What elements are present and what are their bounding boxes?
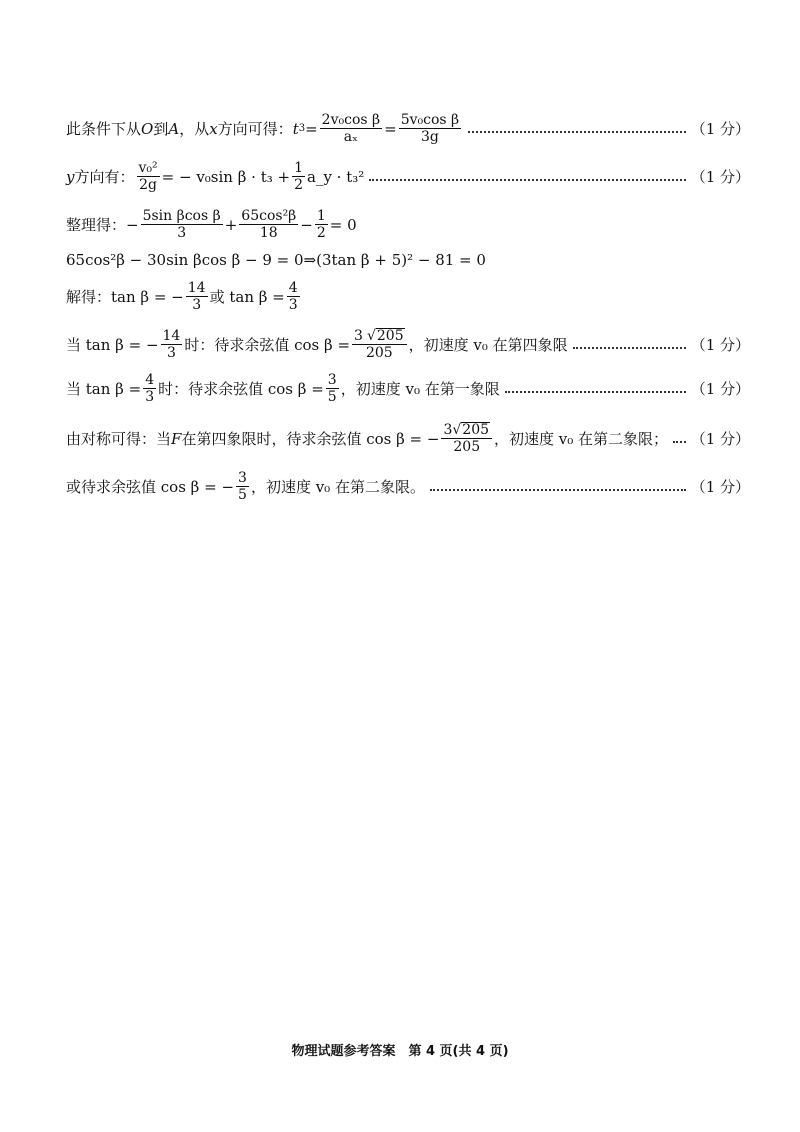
score-label: （1 分） bbox=[690, 380, 750, 399]
numerator: v₀² bbox=[138, 160, 158, 176]
answer-line-3 bbox=[66, 208, 750, 241]
sqrt-icon: √ 205 bbox=[452, 422, 490, 438]
score-label: （1 分） bbox=[690, 168, 750, 187]
score-label: （1 分） bbox=[690, 336, 750, 355]
text: 或 tan β = bbox=[209, 288, 285, 307]
numerator: 3 bbox=[327, 372, 337, 388]
denominator: 205 bbox=[453, 439, 481, 456]
point-f: F bbox=[171, 429, 182, 448]
fraction bbox=[287, 280, 300, 313]
numerator: 14 bbox=[162, 328, 181, 345]
equals: = bbox=[305, 119, 318, 138]
score-label: （1 分） bbox=[690, 430, 750, 449]
equals: = bbox=[384, 119, 397, 138]
sqrt-icon: √ 205 bbox=[366, 328, 404, 344]
answer-line-5 bbox=[66, 280, 750, 313]
operator: − bbox=[300, 215, 313, 234]
numerator: 4 bbox=[288, 280, 298, 296]
var-y: y bbox=[66, 167, 75, 186]
fraction bbox=[292, 160, 305, 193]
fraction bbox=[137, 160, 160, 193]
numerator: 1 bbox=[316, 208, 326, 224]
denominator: 205 bbox=[365, 345, 393, 362]
denominator: 3 bbox=[177, 225, 187, 242]
text: 整理得：− bbox=[66, 216, 139, 235]
denominator: 3 bbox=[145, 389, 155, 406]
denominator: 3 bbox=[288, 297, 298, 314]
denominator: 2g bbox=[139, 177, 157, 194]
text: 时：待求余弦值 cos β = bbox=[158, 380, 324, 399]
text: 时：待求余弦值 cos β = bbox=[184, 336, 351, 355]
expression: a_y · t₃² bbox=[307, 167, 365, 186]
numerator: 2v₀cos β bbox=[321, 112, 381, 128]
answer-line-1: 此条件下从 O 到 A ，从 x 方向可得： t 3 = $\frac{\text{2v₀cos β}}{\text{aₓ}}$ = $\frac{\text{5v₀cos β}}{3g}$ （1 分） bbox=[66, 112, 750, 146]
numerator bbox=[441, 422, 492, 439]
point-a: A bbox=[168, 119, 180, 138]
denominator: 3g bbox=[420, 129, 439, 146]
fraction bbox=[441, 422, 492, 455]
text: 方向有： bbox=[74, 168, 135, 187]
numerator: 5v₀cos β bbox=[400, 112, 460, 128]
numerator: 5sin βcos β bbox=[142, 208, 221, 224]
text: ，从 bbox=[179, 120, 210, 139]
score-label: （1 分） bbox=[690, 478, 750, 497]
text: ，初速度 v₀ 在第四象限 bbox=[408, 336, 568, 355]
coefficient: 3 bbox=[354, 328, 363, 344]
numerator bbox=[352, 328, 407, 345]
answer-line-9 bbox=[66, 470, 750, 503]
numerator: 4 bbox=[145, 372, 155, 388]
denominator: 18 bbox=[259, 225, 278, 242]
numerator: 1 bbox=[294, 160, 303, 176]
denominator: 3 bbox=[166, 345, 176, 362]
fraction bbox=[141, 208, 223, 241]
dotted-leader bbox=[573, 347, 686, 349]
text: 由对称可得：当 bbox=[66, 430, 172, 449]
text: = 0 bbox=[329, 215, 357, 234]
fraction bbox=[161, 328, 183, 361]
point-o: O bbox=[141, 119, 154, 138]
denominator: 2 bbox=[294, 177, 303, 194]
text: 此条件下从 bbox=[66, 120, 142, 139]
text: 当 tan β = − bbox=[66, 336, 159, 355]
denominator: 2 bbox=[316, 225, 326, 242]
answer-line-7 bbox=[66, 372, 750, 405]
operator: + bbox=[224, 215, 238, 234]
fraction bbox=[143, 372, 156, 405]
numerator: 3 bbox=[238, 470, 247, 486]
fraction bbox=[315, 208, 328, 241]
text: 在第四象限时，待求余弦值 cos β = − bbox=[181, 430, 440, 449]
radicand: 205 bbox=[462, 422, 490, 438]
fraction bbox=[326, 372, 339, 405]
denominator: 5 bbox=[238, 487, 247, 504]
equation: 65cos²β − 30sin βcos β − 9 = 0⇒(3tan β + 5)² − 81 = 0 bbox=[66, 251, 486, 269]
score-label: （1 分） bbox=[690, 120, 750, 139]
text: 当 tan β = bbox=[66, 380, 142, 399]
radicand: 205 bbox=[376, 328, 404, 344]
fraction bbox=[320, 112, 382, 145]
text: ，初速度 v₀ 在第二象限。 bbox=[250, 478, 425, 497]
answer-line-6 bbox=[66, 328, 750, 361]
text: ，初速度 v₀ 在第二象限； bbox=[494, 430, 669, 449]
fraction bbox=[352, 328, 407, 361]
dotted-leader bbox=[430, 489, 686, 491]
var-t: t bbox=[292, 119, 299, 138]
denominator: aₓ bbox=[343, 129, 359, 146]
var-x: x bbox=[209, 119, 218, 138]
numerator: 14 bbox=[187, 280, 206, 296]
coefficient: 3 bbox=[443, 422, 453, 438]
answer-line-4 bbox=[66, 251, 750, 269]
page-footer: 物理试题参考答案 第 4 页(共 4 页) bbox=[291, 1044, 509, 1059]
expression: = − v₀sin β · t₃ + bbox=[161, 167, 291, 186]
answer-line-2 bbox=[66, 160, 750, 193]
text: 解得：tan β = − bbox=[66, 288, 184, 307]
fraction bbox=[236, 470, 249, 503]
denominator: 5 bbox=[327, 389, 337, 406]
fraction bbox=[399, 112, 461, 145]
dotted-leader bbox=[673, 441, 686, 443]
answer-line-8 bbox=[66, 422, 750, 455]
numerator: 65cos²β bbox=[241, 208, 297, 224]
text: 到 bbox=[153, 120, 169, 139]
dotted-leader bbox=[369, 179, 685, 181]
dotted-leader bbox=[505, 391, 686, 393]
fraction bbox=[239, 208, 298, 241]
text: 方向可得： bbox=[217, 120, 293, 139]
text: 或待求余弦值 cos β = − bbox=[66, 478, 235, 497]
text: ，初速度 v₀ 在第一象限 bbox=[340, 380, 500, 399]
fraction bbox=[186, 280, 208, 313]
dotted-leader bbox=[468, 131, 686, 133]
denominator: 3 bbox=[192, 297, 202, 314]
